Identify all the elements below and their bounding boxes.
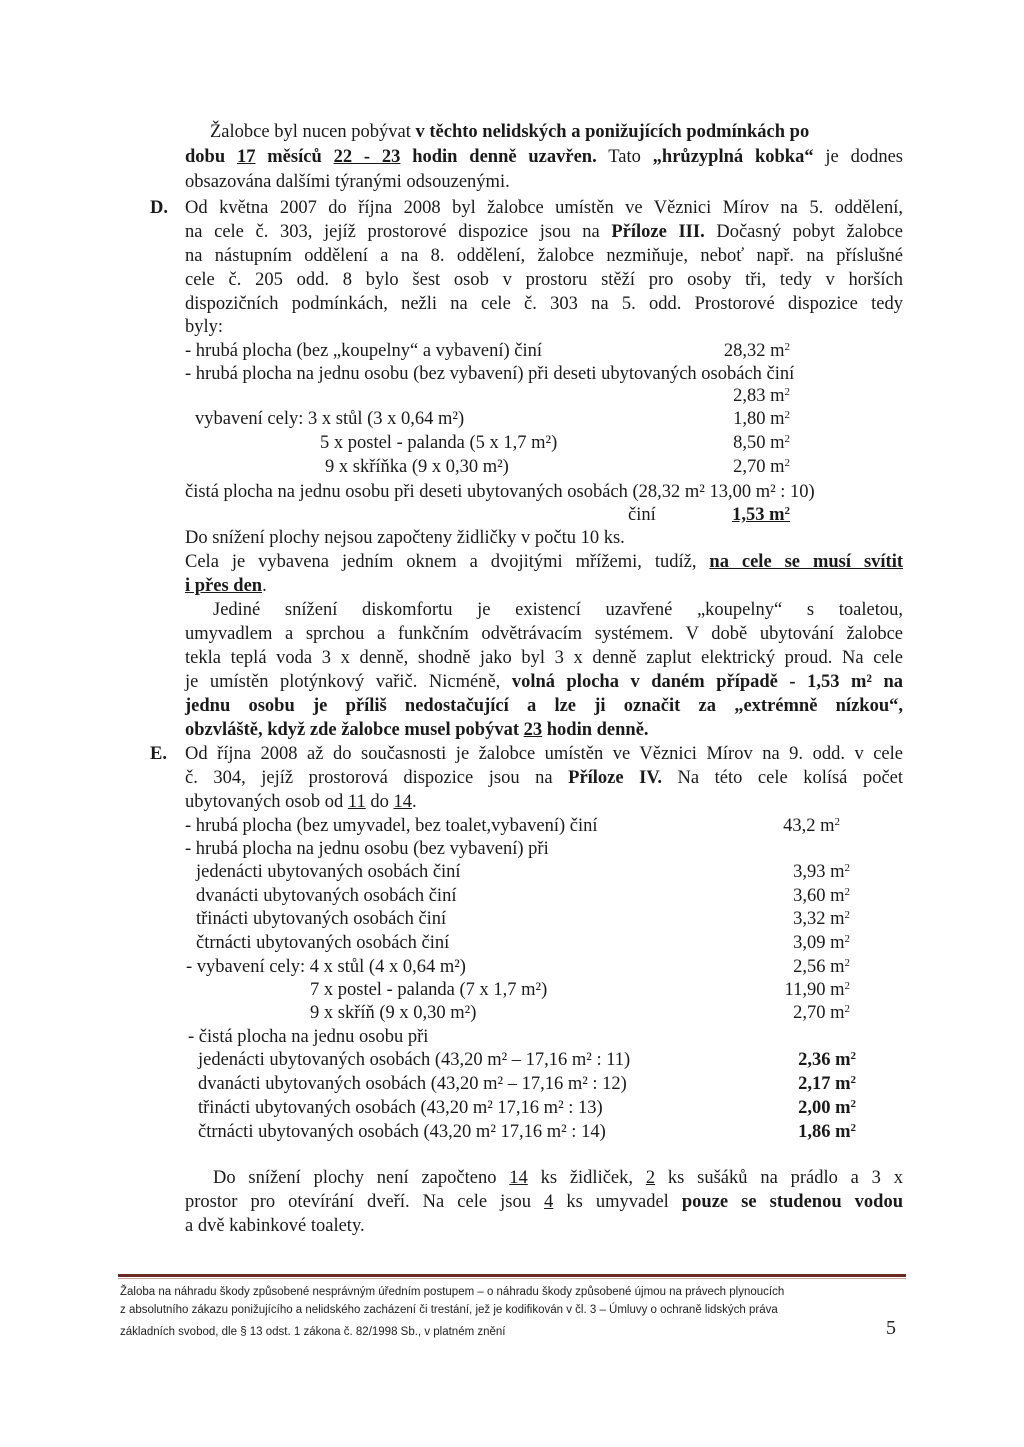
e-row-label: čtrnácti ubytovaných osobách činí — [196, 933, 450, 953]
superscript: 2 — [784, 386, 790, 398]
e-row-label: 7 x postel - palanda (7 x 1,7 m²) — [310, 980, 548, 1000]
e-row-value-bold — [746, 1120, 856, 1144]
section-d-line-4: cele č. 205 odd. 8 bylo šest osob v prostoru stěží pro osoby tři, tedy v horších — [185, 270, 903, 290]
section-e-line-1: Od října 2008 až do současnosti je žalobce umístěn ve Věznici Mírov na 9. odd. v cele — [185, 744, 903, 764]
value-text: 3,93 m — [793, 862, 845, 882]
e-row-label: - hrubá plocha (bez umyvadel, bez toalet,vybavení) činí — [185, 816, 598, 836]
d-row-label: - hrubá plocha na jednu osobu (bez vybavení) při deseti ubytovaných osobách činí — [185, 364, 795, 384]
e-row-value — [740, 978, 850, 1002]
text-run: Cela je vybavena jedním oknem a dvojitými mřížemi, tudíž, — [185, 552, 710, 572]
d-row-label: - hrubá plocha (bez „koupelny“ a vybavení) činí — [185, 341, 543, 361]
text-run-bold: hodin denně uzavřen. — [400, 147, 597, 167]
footer-line-1: Žaloba na náhradu škody způsobené nesprávným úředním postupem – o náhradu škody způsobené újmou na právech plynoucích — [120, 1286, 785, 1298]
text-run: č. 304, jejíž prostorová dispozice jsou na — [185, 768, 569, 788]
e-row-label: třinácti ubytovaných osobách (43,20 m² 17,16 m² : 13) — [198, 1098, 603, 1118]
superscript: 2 — [784, 505, 790, 517]
e-row-label: čtrnácti ubytovaných osobách (43,20 m² 17,16 m² : 14) — [198, 1122, 606, 1142]
superscript: 2 — [844, 886, 850, 898]
text-run-bold: v těchto nelidských a ponižujících podmínkách po — [415, 122, 810, 142]
value-text: 1,86 m — [798, 1122, 851, 1142]
text-run-bold-underline: 22 - 23 — [333, 147, 401, 167]
d-row-value — [680, 407, 790, 431]
superscript: 2 — [784, 457, 790, 469]
superscript: 2 — [844, 862, 850, 874]
text-run-underline: 14 — [393, 792, 412, 812]
superscript: 2 — [844, 909, 850, 921]
text-run: . — [411, 792, 417, 812]
superscript: 2 — [850, 1098, 856, 1110]
superscript: 2 — [844, 957, 850, 969]
e-row-value — [740, 931, 850, 955]
e-row-value — [740, 884, 850, 908]
section-d-line-5: dispozičních podmínkách, nežli na cele č. 303 na 5. odd. Prostorové dispozice tedy — [185, 294, 903, 314]
text-run: do — [365, 792, 394, 812]
value-text: 1,80 m — [733, 409, 785, 429]
e-row-label: jedenácti ubytovaných osobách (43,20 m² – 17,16 m² : 11) — [198, 1050, 631, 1070]
section-d-after-9 — [185, 718, 649, 742]
value-text: 2,36 m — [798, 1050, 851, 1070]
superscript: 2 — [844, 1003, 850, 1015]
superscript: 2 — [850, 1050, 856, 1062]
text-run-underline: 2 — [645, 1168, 656, 1188]
e-row-value — [730, 814, 840, 838]
text-run: je dodnes — [813, 147, 904, 167]
value-text: 11,90 m — [784, 980, 845, 1000]
text-run-bold: „hrůzyplná kobka“ — [652, 147, 814, 167]
superscript: 2 — [784, 409, 790, 421]
text-run: ks sušáků na prádlo a 3 x — [655, 1168, 903, 1188]
value-text: 43,2 m — [783, 816, 835, 836]
e-row-label: 9 x skříň (9 x 0,30 m²) — [310, 1003, 477, 1023]
superscript: 2 — [844, 933, 850, 945]
d-row-value — [680, 339, 790, 363]
d-row-label: vybavení cely: 3 x stůl (3 x 0,64 m²) — [195, 409, 465, 429]
text-run-bold: Příloze III. — [611, 222, 705, 242]
text-run-bold: volná plocha v daném případě - 1,53 m² na — [511, 672, 903, 692]
text-run-bold: pouze se studenou vodou — [681, 1192, 904, 1212]
text-run: je umístěn plotýnkový vařič. Nicméně, — [185, 672, 512, 692]
section-d-after-2 — [185, 550, 903, 574]
superscript: 2 — [834, 816, 840, 828]
section-e-line-3 — [185, 790, 417, 814]
text-run: ks umyvadel — [553, 1192, 682, 1212]
e-row-label: - čistá plocha na jednu osobu při — [188, 1027, 429, 1047]
text-run-bold-underline: 17 — [236, 147, 256, 167]
section-marker-e: E. — [150, 744, 167, 764]
e-row-label: - vybavení cely: 4 x stůl (4 x 0,64 m²) — [186, 957, 466, 977]
value-text: 2,70 m — [733, 457, 785, 477]
section-d-after-1: Do snížení plochy nejsou započteny židličky v počtu 10 ks. — [185, 528, 625, 548]
value-text: 1,53 m — [732, 505, 785, 525]
value-text: 2,00 m — [798, 1098, 851, 1118]
section-e-closing-3: a dvě kabinkové toalety. — [185, 1216, 365, 1236]
page-number: 5 — [886, 1317, 896, 1339]
section-e-closing-2 — [185, 1190, 903, 1214]
superscript: 2 — [844, 980, 850, 992]
section-d-after-7 — [185, 670, 903, 694]
intro-line-1 — [210, 120, 809, 144]
superscript: 2 — [784, 341, 790, 353]
value-text: 3,60 m — [793, 886, 845, 906]
text-run: Do snížení plochy není započteno — [213, 1168, 510, 1188]
section-marker-d: D. — [150, 198, 168, 218]
intro-line-2 — [185, 145, 903, 169]
text-run: prostor pro otevírání dveří. Na cele jsou — [185, 1192, 545, 1212]
d-row-label: činí — [628, 505, 656, 525]
d-row-value — [680, 455, 790, 479]
text-run-bold-underline: na cele se musí svítit — [709, 552, 903, 572]
e-row-value — [740, 907, 850, 931]
value-text: 3,09 m — [793, 933, 845, 953]
superscript: 2 — [850, 1074, 856, 1086]
footer-line-3: základních svobod, dle § 13 odst. 1 zákona č. 82/1998 Sb., v platném znění — [120, 1326, 506, 1338]
d-row-value — [680, 431, 790, 455]
section-d-line-2 — [185, 220, 903, 244]
value-text: 2,56 m — [793, 957, 845, 977]
e-row-value — [740, 860, 850, 884]
section-d-after-8: jednu osobu je příliš nedostačující a lze ji označit za „extrémně nízkou“, — [185, 696, 903, 716]
intro-line-3: obsazována dalšími týranými odsouzenými. — [185, 172, 510, 192]
e-row-value — [740, 1001, 850, 1025]
d-row-value-total — [680, 503, 790, 527]
section-d-after-3 — [185, 574, 267, 598]
superscript: 2 — [784, 433, 790, 445]
value-text: 2,70 m — [793, 1003, 845, 1023]
e-row-label: třinácti ubytovaných osobách činí — [196, 909, 447, 929]
text-run: ubytovaných osob od — [185, 792, 348, 812]
text-run: Tato — [596, 147, 653, 167]
e-row-label: jedenácti ubytovaných osobách činí — [196, 862, 461, 882]
footer-line-2: z absolutního zákazu ponižujícího a nelidského zacházení či trestání, jež je kodifikován v čl. 3 – Úmluvy o ochraně lidských práva — [120, 1304, 778, 1316]
section-d-line-3: na nástupním oddělení a na 8. oddělení, žalobce nezmiňuje, neboť např. na příslušné — [185, 246, 903, 266]
text-run: ks židliček, — [527, 1168, 646, 1188]
value-text: 2,83 m — [733, 386, 785, 406]
e-row-value — [740, 955, 850, 979]
e-row-value-bold — [746, 1072, 856, 1096]
section-e-closing-1 — [213, 1166, 903, 1190]
e-row-label: - hrubá plocha na jednu osobu (bez vybavení) při — [185, 839, 549, 859]
text-run: na cele č. 303, jejíž prostorové dispozice jsou na — [185, 222, 612, 242]
text-run-underline: 14 — [509, 1168, 528, 1188]
d-row-label: čistá plocha na jednu osobu při deseti ubytovaných osobách (28,32 m² 13,00 m² : 10) — [185, 482, 815, 502]
e-row-label: dvanácti ubytovaných osobách (43,20 m² – 17,16 m² : 12) — [198, 1074, 627, 1094]
section-d-line-1: Od května 2007 do října 2008 byl žalobce umístěn ve Věznici Mírov na 5. oddělení, — [185, 198, 903, 218]
text-run: . — [262, 576, 267, 596]
text-run: Na této cele kolísá počet — [661, 768, 904, 788]
section-d-after-6: tekla teplá voda 3 x denně, shodně jako byl 3 x denně zaplut elektrický proud. Na cele — [185, 648, 903, 668]
superscript: 2 — [850, 1122, 856, 1134]
value-text: 8,50 m — [733, 433, 785, 453]
text-run-bold: dobu — [185, 147, 237, 167]
footer-divider-shadow — [118, 1278, 906, 1279]
text-run: Žalobce byl nucen pobývat — [210, 122, 416, 142]
text-run-bold: měsíců — [255, 147, 334, 167]
e-row-value-bold — [746, 1048, 856, 1072]
d-row-label: 5 x postel - palanda (5 x 1,7 m²) — [320, 433, 558, 453]
e-row-label: dvanácti ubytovaných osobách činí — [196, 886, 457, 906]
text-run-bold-underline: i přes den — [185, 576, 263, 596]
value-text: 3,32 m — [793, 909, 845, 929]
value-text: 2,17 m — [798, 1074, 851, 1094]
section-e-line-2 — [185, 766, 903, 790]
d-row-label: 9 x skříňka (9 x 0,30 m²) — [325, 457, 509, 477]
text-run-bold: hodin denně. — [542, 720, 649, 740]
section-d-after-4: Jediné snížení diskomfortu je existencí uzavřené „koupelny“ s toaletou, — [213, 600, 903, 620]
section-d-line-6: byly: — [185, 317, 224, 337]
section-d-after-5: umyvadlem a sprchou a funkčním odvětrávacím systémem. V době ubytování žalobce — [185, 624, 903, 644]
d-row-value — [680, 384, 790, 408]
e-row-value-bold — [746, 1096, 856, 1120]
text-run: Dočasný pobyt žalobce — [704, 222, 904, 242]
text-run-underline: 4 — [544, 1192, 554, 1212]
text-run-bold: Příloze IV. — [568, 768, 662, 788]
text-run-bold: obzvláště, když zde žalobce musel pobývat — [185, 720, 524, 740]
value-text: 28,32 m — [723, 341, 785, 361]
footer-divider — [118, 1274, 906, 1277]
text-run-bold-underline: 23 — [523, 720, 543, 740]
text-run-underline: 11 — [347, 792, 366, 812]
